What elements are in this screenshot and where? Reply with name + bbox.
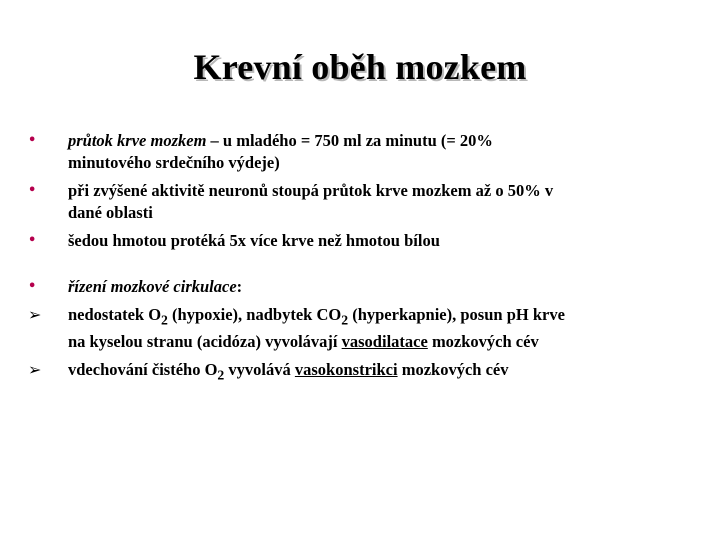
arrow-bullet-icon: ➢	[28, 305, 42, 324]
arrow-bullet-icon: ➢	[28, 360, 42, 380]
vasoconstriction-underlined: vasokonstrikci	[294, 360, 398, 380]
bullet-dot-icon: •	[28, 183, 37, 198]
vasodilation-underlined: vasodilatace	[341, 332, 428, 352]
bullet-neuron-activity-text-a: při zvýšené aktivitě neuronů stoupá průtok krve mozkem až o 50% v	[68, 181, 554, 200]
bullet-neuron-activity-text-b: dané oblasti	[68, 203, 153, 222]
vasodilation-sub2: 2	[341, 312, 349, 328]
vasodilation-t2: (hypoxie), nadbytek CO	[167, 305, 342, 324]
bullet-blood-flow-text-b: minutového srdečního výdeje)	[68, 153, 280, 172]
bullet-circulation-control	[28, 276, 688, 298]
vasodilation-t5: mozkových cév	[427, 332, 539, 352]
bullet-blood-flow-text-a: – u mladého = 750 ml za minutu (= 20%	[206, 131, 493, 150]
bullet-blood-flow	[28, 130, 688, 174]
slide-title: Krevní oběh mozkem	[193, 47, 527, 87]
bullet-vasoconstriction	[28, 359, 688, 386]
vasodilation-t4: na kyselou stranu (acidóza) vyvolávají	[68, 332, 342, 352]
bullet-list	[28, 130, 688, 387]
bullet-grey-matter	[28, 230, 688, 252]
bullet-dot-icon: •	[28, 133, 37, 148]
bullet-circulation-control-colon: :	[236, 277, 243, 296]
bullet-vasodilation	[28, 304, 688, 353]
bullet-grey-matter-text: šedou hmotou protéká 5x více krve než hmotou bílou	[68, 231, 440, 250]
vasoconstriction-sub: 2	[217, 367, 225, 383]
vasoconstriction-t3: mozkových cév	[397, 360, 509, 380]
bullet-dot-icon: •	[28, 233, 37, 248]
vasodilation-t1: nedostatek O	[68, 305, 162, 324]
vasodilation-sub1: 2	[161, 312, 168, 328]
bullet-blood-flow-italic: průtok krve mozkem	[68, 131, 207, 150]
bullet-dot-icon: •	[28, 279, 37, 294]
bullet-neuron-activity	[28, 180, 688, 224]
vasodilation-t3: (hyperkapnie), posun pH krve	[348, 305, 565, 324]
vasoconstriction-t1: vdechování čistého O	[68, 360, 218, 380]
bullet-circulation-control-italic: řízení mozkové cirkulace	[68, 277, 237, 296]
vasoconstriction-t2: vyvolává	[224, 360, 295, 380]
